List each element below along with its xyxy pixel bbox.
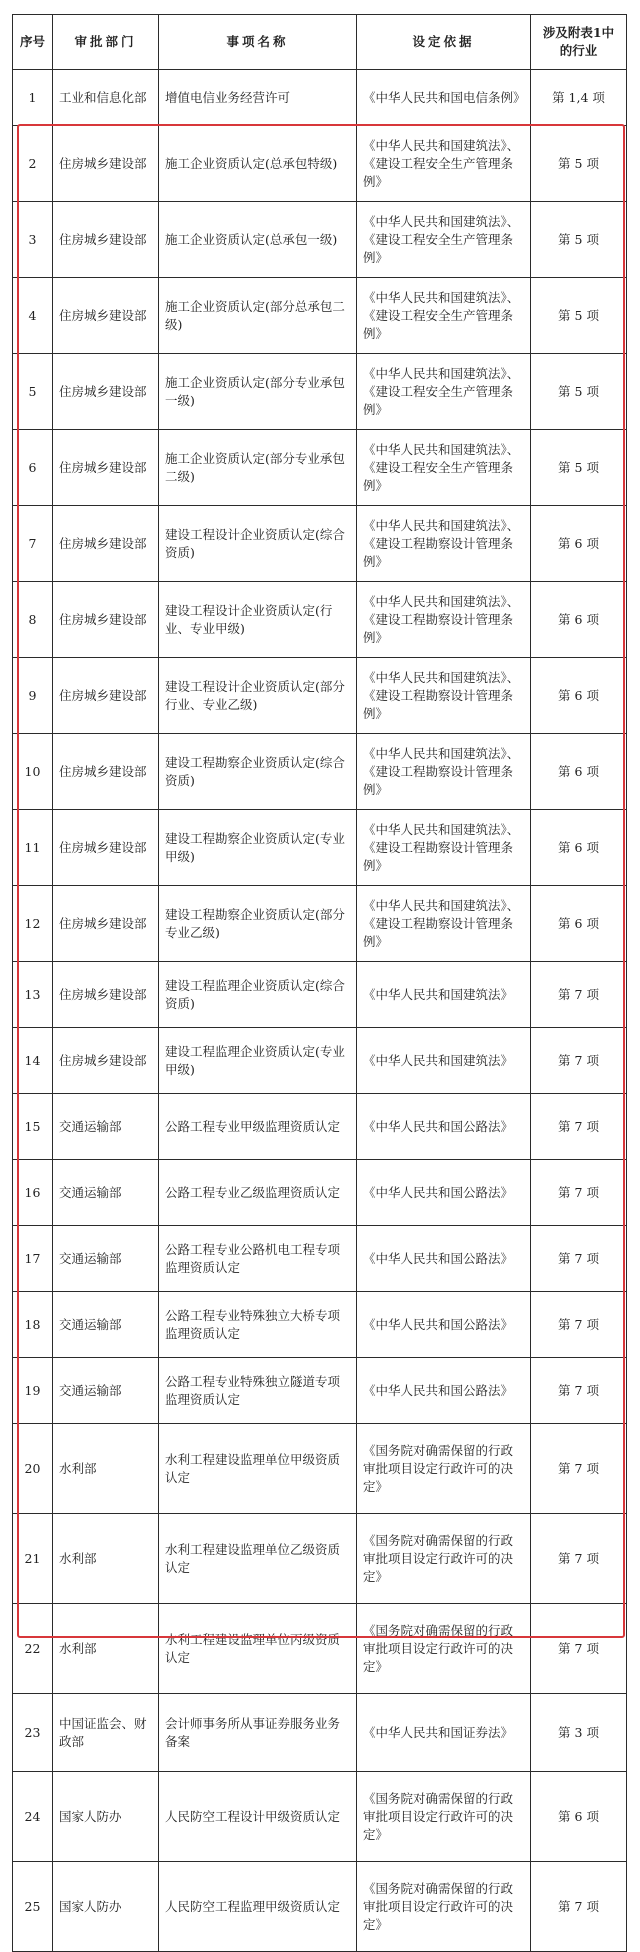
cell-dept: 中国证监会、财政部 — [53, 1694, 159, 1772]
cell-industry: 第 7 项 — [531, 1226, 627, 1292]
cell-no: 7 — [13, 506, 53, 582]
cell-item: 建设工程勘察企业资质认定(综合资质) — [159, 734, 357, 810]
cell-dept: 交通运输部 — [53, 1226, 159, 1292]
cell-basis: 《中华人民共和国建筑法》 — [357, 962, 531, 1028]
cell-no: 14 — [13, 1028, 53, 1094]
cell-industry: 第 7 项 — [531, 1028, 627, 1094]
cell-industry: 第 7 项 — [531, 1424, 627, 1514]
cell-dept: 住房城乡建设部 — [53, 962, 159, 1028]
cell-basis: 《中华人民共和国建筑法》、《建设工程安全生产管理条例》 — [357, 126, 531, 202]
cell-item: 水利工程建设监理单位甲级资质认定 — [159, 1424, 357, 1514]
cell-industry: 第 6 项 — [531, 886, 627, 962]
cell-item: 公路工程专业公路机电工程专项监理资质认定 — [159, 1226, 357, 1292]
table-row — [13, 658, 627, 734]
table-row — [13, 1094, 627, 1160]
cell-no: 4 — [13, 278, 53, 354]
cell-industry: 第 6 项 — [531, 1772, 627, 1862]
cell-item: 施工企业资质认定(总承包特级) — [159, 126, 357, 202]
cell-industry: 第 6 项 — [531, 810, 627, 886]
cell-dept: 住房城乡建设部 — [53, 354, 159, 430]
cell-no: 17 — [13, 1226, 53, 1292]
table-row — [13, 1514, 627, 1604]
cell-dept: 交通运输部 — [53, 1094, 159, 1160]
cell-item: 公路工程专业特殊独立隧道专项监理资质认定 — [159, 1358, 357, 1424]
cell-item: 人民防空工程设计甲级资质认定 — [159, 1772, 357, 1862]
cell-no: 18 — [13, 1292, 53, 1358]
cell-dept: 住房城乡建设部 — [53, 734, 159, 810]
cell-item: 施工企业资质认定(部分总承包二级) — [159, 278, 357, 354]
cell-dept: 水利部 — [53, 1604, 159, 1694]
cell-basis: 《中华人民共和国建筑法》、《建设工程安全生产管理条例》 — [357, 354, 531, 430]
table-row — [13, 126, 627, 202]
table-row — [13, 1292, 627, 1358]
cell-no: 21 — [13, 1514, 53, 1604]
cell-dept: 交通运输部 — [53, 1358, 159, 1424]
cell-item: 建设工程设计企业资质认定(行业、专业甲级) — [159, 582, 357, 658]
cell-item: 增值电信业务经营许可 — [159, 70, 357, 126]
table-row — [13, 506, 627, 582]
cell-dept: 交通运输部 — [53, 1160, 159, 1226]
cell-basis: 《中华人民共和国建筑法》、《建设工程安全生产管理条例》 — [357, 430, 531, 506]
cell-industry: 第 7 项 — [531, 1160, 627, 1226]
cell-industry: 第 6 项 — [531, 506, 627, 582]
cell-item: 建设工程勘察企业资质认定(专业甲级) — [159, 810, 357, 886]
cell-no: 11 — [13, 810, 53, 886]
table-row — [13, 886, 627, 962]
table-header-row — [13, 15, 627, 70]
cell-basis: 《中华人民共和国建筑法》、《建设工程勘察设计管理条例》 — [357, 658, 531, 734]
cell-item: 水利工程建设监理单位乙级资质认定 — [159, 1514, 357, 1604]
cell-industry: 第 6 项 — [531, 658, 627, 734]
cell-no: 6 — [13, 430, 53, 506]
cell-dept: 住房城乡建设部 — [53, 658, 159, 734]
cell-dept: 住房城乡建设部 — [53, 278, 159, 354]
cell-no: 19 — [13, 1358, 53, 1424]
header-industry: 涉及附表1中的行业 — [531, 15, 627, 70]
table-row — [13, 278, 627, 354]
table-row — [13, 1028, 627, 1094]
table-row — [13, 1160, 627, 1226]
cell-industry: 第 7 项 — [531, 1604, 627, 1694]
cell-dept: 住房城乡建设部 — [53, 202, 159, 278]
table-row — [13, 202, 627, 278]
cell-dept: 住房城乡建设部 — [53, 810, 159, 886]
cell-item: 施工企业资质认定(部分专业承包一级) — [159, 354, 357, 430]
cell-basis: 《中华人民共和国建筑法》、《建设工程勘察设计管理条例》 — [357, 582, 531, 658]
cell-industry: 第 7 项 — [531, 1094, 627, 1160]
approval-items-table — [12, 14, 627, 1952]
cell-no: 3 — [13, 202, 53, 278]
cell-basis: 《中华人民共和国建筑法》、《建设工程勘察设计管理条例》 — [357, 506, 531, 582]
cell-item: 人民防空工程监理甲级资质认定 — [159, 1862, 357, 1952]
cell-item: 建设工程设计企业资质认定(部分行业、专业乙级) — [159, 658, 357, 734]
cell-no: 1 — [13, 70, 53, 126]
cell-no: 15 — [13, 1094, 53, 1160]
cell-basis: 《中华人民共和国公路法》 — [357, 1292, 531, 1358]
table-row — [13, 1358, 627, 1424]
table-row — [13, 734, 627, 810]
cell-no: 16 — [13, 1160, 53, 1226]
cell-basis: 《中华人民共和国电信条例》 — [357, 70, 531, 126]
cell-no: 23 — [13, 1694, 53, 1772]
cell-industry: 第 7 项 — [531, 1514, 627, 1604]
table-row — [13, 1772, 627, 1862]
table-row — [13, 70, 627, 126]
cell-industry: 第 7 项 — [531, 962, 627, 1028]
cell-basis: 《中华人民共和国建筑法》、《建设工程勘察设计管理条例》 — [357, 734, 531, 810]
cell-no: 13 — [13, 962, 53, 1028]
cell-basis: 《国务院对确需保留的行政审批项目设定行政许可的决定》 — [357, 1862, 531, 1952]
table-row — [13, 582, 627, 658]
header-no: 序号 — [13, 15, 53, 70]
cell-no: 8 — [13, 582, 53, 658]
cell-basis: 《国务院对确需保留的行政审批项目设定行政许可的决定》 — [357, 1514, 531, 1604]
cell-no: 5 — [13, 354, 53, 430]
cell-item: 水利工程建设监理单位丙级资质认定 — [159, 1604, 357, 1694]
cell-no: 22 — [13, 1604, 53, 1694]
cell-basis: 《中华人民共和国公路法》 — [357, 1160, 531, 1226]
table-row — [13, 962, 627, 1028]
cell-item: 建设工程监理企业资质认定(专业甲级) — [159, 1028, 357, 1094]
table-row — [13, 1226, 627, 1292]
cell-dept: 住房城乡建设部 — [53, 506, 159, 582]
cell-item: 建设工程监理企业资质认定(综合资质) — [159, 962, 357, 1028]
cell-basis: 《国务院对确需保留的行政审批项目设定行政许可的决定》 — [357, 1424, 531, 1514]
cell-no: 10 — [13, 734, 53, 810]
cell-basis: 《中华人民共和国公路法》 — [357, 1094, 531, 1160]
cell-dept: 水利部 — [53, 1424, 159, 1514]
table-row — [13, 1424, 627, 1514]
cell-dept: 国家人防办 — [53, 1862, 159, 1952]
cell-basis: 《中华人民共和国公路法》 — [357, 1226, 531, 1292]
cell-item: 建设工程设计企业资质认定(综合资质) — [159, 506, 357, 582]
table-row — [13, 810, 627, 886]
cell-industry: 第 5 项 — [531, 278, 627, 354]
cell-item: 会计师事务所从事证券服务业务备案 — [159, 1694, 357, 1772]
cell-basis: 《中华人民共和国证券法》 — [357, 1694, 531, 1772]
cell-industry: 第 5 项 — [531, 354, 627, 430]
cell-basis: 《中华人民共和国建筑法》、《建设工程安全生产管理条例》 — [357, 278, 531, 354]
cell-industry: 第 3 项 — [531, 1694, 627, 1772]
cell-basis: 《国务院对确需保留的行政审批项目设定行政许可的决定》 — [357, 1604, 531, 1694]
cell-dept: 工业和信息化部 — [53, 70, 159, 126]
cell-no: 12 — [13, 886, 53, 962]
cell-no: 20 — [13, 1424, 53, 1514]
cell-industry: 第 7 项 — [531, 1292, 627, 1358]
cell-basis: 《中华人民共和国建筑法》、《建设工程安全生产管理条例》 — [357, 202, 531, 278]
cell-dept: 住房城乡建设部 — [53, 430, 159, 506]
cell-dept: 交通运输部 — [53, 1292, 159, 1358]
cell-industry: 第 6 项 — [531, 734, 627, 810]
table-row — [13, 1694, 627, 1772]
cell-item: 施工企业资质认定(部分专业承包二级) — [159, 430, 357, 506]
header-basis: 设定依据 — [357, 15, 531, 70]
cell-no: 9 — [13, 658, 53, 734]
cell-dept: 住房城乡建设部 — [53, 582, 159, 658]
cell-no: 24 — [13, 1772, 53, 1862]
cell-dept: 住房城乡建设部 — [53, 1028, 159, 1094]
cell-industry: 第 7 项 — [531, 1358, 627, 1424]
table-row — [13, 1862, 627, 1952]
cell-dept: 国家人防办 — [53, 1772, 159, 1862]
cell-basis: 《国务院对确需保留的行政审批项目设定行政许可的决定》 — [357, 1772, 531, 1862]
cell-basis: 《中华人民共和国建筑法》 — [357, 1028, 531, 1094]
cell-no: 2 — [13, 126, 53, 202]
header-dept: 审批部门 — [53, 15, 159, 70]
cell-dept: 住房城乡建设部 — [53, 886, 159, 962]
cell-industry: 第 1,4 项 — [531, 70, 627, 126]
cell-item: 建设工程勘察企业资质认定(部分专业乙级) — [159, 886, 357, 962]
cell-industry: 第 6 项 — [531, 582, 627, 658]
table-row — [13, 354, 627, 430]
cell-item: 公路工程专业特殊独立大桥专项监理资质认定 — [159, 1292, 357, 1358]
table-row — [13, 430, 627, 506]
cell-dept: 住房城乡建设部 — [53, 126, 159, 202]
cell-industry: 第 5 项 — [531, 126, 627, 202]
header-item: 事项名称 — [159, 15, 357, 70]
cell-item: 施工企业资质认定(总承包一级) — [159, 202, 357, 278]
cell-industry: 第 5 项 — [531, 430, 627, 506]
cell-industry: 第 7 项 — [531, 1862, 627, 1952]
cell-basis: 《中华人民共和国建筑法》、《建设工程勘察设计管理条例》 — [357, 886, 531, 962]
cell-item: 公路工程专业乙级监理资质认定 — [159, 1160, 357, 1226]
table-row — [13, 1604, 627, 1694]
cell-industry: 第 5 项 — [531, 202, 627, 278]
cell-item: 公路工程专业甲级监理资质认定 — [159, 1094, 357, 1160]
cell-dept: 水利部 — [53, 1514, 159, 1604]
cell-basis: 《中华人民共和国公路法》 — [357, 1358, 531, 1424]
cell-no: 25 — [13, 1862, 53, 1952]
cell-basis: 《中华人民共和国建筑法》、《建设工程勘察设计管理条例》 — [357, 810, 531, 886]
